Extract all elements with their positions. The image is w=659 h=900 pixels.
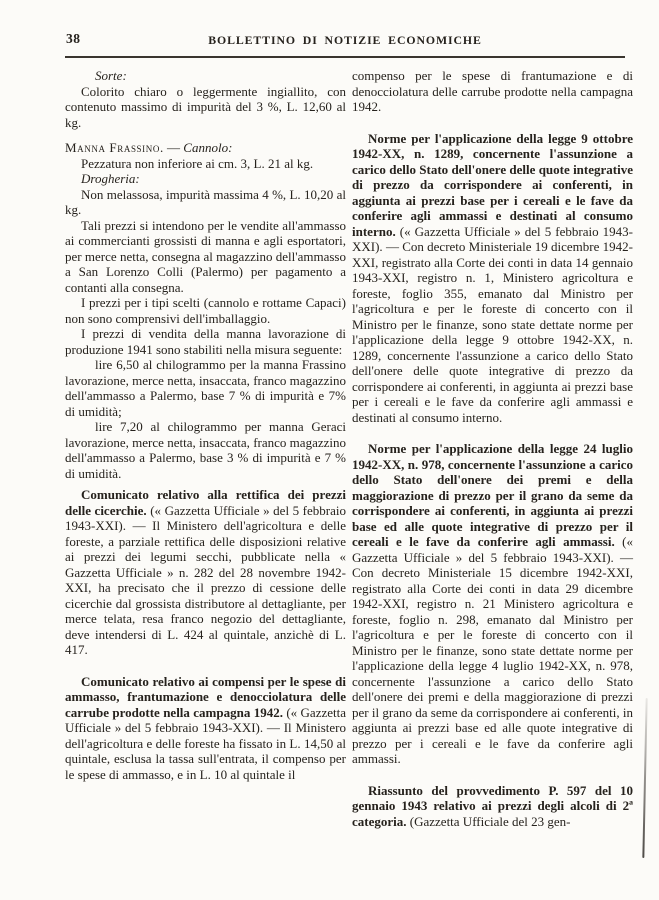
- drogheria-label: Drogheria:: [81, 171, 140, 186]
- drogheria-paragraph: Non melassosa, impurità massima 4 %, L. 10,20 al kg.: [65, 186, 346, 217]
- comunicato-carrube-paragraph: [65, 674, 346, 783]
- right-column: [352, 68, 633, 829]
- comunicato-cicerchie-body: (« Gazzetta Ufficiale » del 5 febbraio 1943-XXI). — Il Ministero dell'agricoltura e delle foreste, a parziale rettifica delle disposizioni relative ai prezzi dei legumi secchi, pubblicate nella « Gazzetta Ufficiale » n. 282 del 28 novembre 1942-XXI, ha precisato che il prezzo di cessione delle cicerchie dal grossista distributore al dettagliante, per merce telata, resa franco negozio del dettagliante, deve intendersi di L. 424 al quintale, anzichè di L. 417.: [65, 502, 346, 657]
- comunicato-carrube-body: (« Gazzetta Ufficiale » del 5 febbraio 1943-XXI). — Il Ministero dell'agricoltura e delle foreste ha fissato in L. 14,50 al quintale, esclusa la tassa sull'entrata, il compenso per le spese di ammasso, e in L. 10 al quintale il: [65, 704, 346, 782]
- norme-legge-9-ottobre-paragraph: [352, 131, 633, 426]
- tali-prezzi-paragraph: Tali prezzi si intendono per le vendite all'ammasso ai commercianti grossisti di manna e agli esportatori, per merce netta, consegna al magazzino dell'ammasso a San Lorenzo Colli (Palermo) per pagamento a contanti alla consegna.: [65, 217, 346, 295]
- sorte-paragraph: Colorito chiaro o leggermente ingiallito, con contenuto massimo di impurità del 3 %, L. 12,60 al kg.: [65, 83, 346, 130]
- norme-24-luglio-body: (« Gazzetta Ufficiale » del 5 febbraio 1943-XXI). — Con decreto Ministeriale 15 dicembre 1942-XXI, registrato alla Corte dei conti in data 29 dicembre 1942-XXI, registro n. 21 Ministero agricoltura e foreste, foglio n. 298, emanato dal Ministro per l'agricoltura e per le foreste di concerto con il Ministro per le finanze, sono state dettate norme per l'applicazione della legge 4 luglio 1942-XX, n. 978, concernente l'assunzione a carico dello Stato dell'onere dei premi e della maggiorazione di prezzi per il grano da seme da corrispondere ai conferenti, in aggiunta ai prezzi base ed alle quote integrative di prezzo per i cereali e le fave da conferire agli ammassi.: [352, 534, 633, 766]
- riassunto-body: (Gazzetta Ufficiale del 23 gen-: [406, 813, 571, 829]
- heading-dash: —: [163, 140, 184, 155]
- sorte-label: Sorte:: [95, 68, 127, 83]
- riassunto-title: Riassunto del provvedimento P. 597 del 10 gennaio 1943 relativo ai prezzi degli alcoli di 2ª categoria.: [352, 782, 633, 829]
- manna-frassino-name: Manna Frassino.: [65, 140, 164, 155]
- journal-title: BOLLETTINO DI NOTIZIE ECONOMICHE: [208, 33, 482, 47]
- header-rule: [65, 56, 625, 58]
- manna-frassino-heading: [65, 140, 346, 156]
- riassunto-provvedimento-paragraph: [352, 783, 633, 830]
- page-number: 38: [66, 31, 81, 46]
- left-column: [65, 68, 346, 782]
- norme-9-ottobre-body: (« Gazzetta Ufficiale » del 5 febbraio 1943-XXI). — Con decreto Ministeriale 19 dicembre 1942-XXI, registrato alla Corte dei conti in data 14 gennaio 1943-XXI, registro n. 1, Ministero agricoltura e foreste, foglio 355, emanato dal Ministro per l'agricoltura e per le foreste di concerto con il Ministro per le finanze, sono state dettate norme per l'applicazione della legge 9 ottobre 1942-XX, n. 1289, concernente l'assunzione a carico dello Stato dell'onere delle quote integrative di prezzo da corrispondere ai conferenti, in aggiunta ai prezzi base per i cereali e le fave da conferire agli ammassi e destinati al consumo interno.: [352, 223, 633, 425]
- prezzi-vendita-paragraph: I prezzi di vendita della manna lavorazione di produzione 1941 sono stabiliti nella misura seguente:: [65, 326, 346, 357]
- norme-9-ottobre-title: Norme per l'applicazione della legge 9 ottobre 1942-XX, n. 1289, concernente l'assunzione a carico dello Stato dell'onere delle quote integrative di prezzo da corrispondere ai conferenti, in aggiunta ai prezzi base per i cereali e le fave da conferire agli ammassi e destinati al consumo interno.: [352, 130, 633, 239]
- norme-legge-24-luglio-paragraph: [352, 441, 633, 767]
- cannolo-label: Cannolo:: [183, 140, 233, 155]
- comunicato-cicerchie-paragraph: [65, 487, 346, 658]
- prezzo-geraci-paragraph: lire 7,20 al chilogrammo per manna Geraci lavorazione, merce netta, insaccata, franco magazzino dell'ammasso a Palermo, base 3 % di impurità e 7 % di umidità.: [65, 419, 346, 481]
- comunicato-carrube-title: Comunicato relativo ai compensi per le spese di ammasso, frantumazione e denocciolatura delle carrube prodotte nella campagna 1942.: [65, 673, 346, 720]
- prezzi-tipi-paragraph: I prezzi per i tipi scelti (cannolo e rottame Capaci) non sono comprensivi dell'imballaggio.: [65, 295, 346, 326]
- scan-artifact-line: [642, 698, 647, 858]
- carrube-continuation-paragraph: compenso per le spese di frantumazione e di denocciolatura delle carrube prodotte nella campagna 1942.: [352, 68, 633, 114]
- comunicato-cicerchie-title: Comunicato relativo alla rettifica dei prezzi delle cicerchie.: [65, 487, 346, 518]
- norme-24-luglio-title: Norme per l'applicazione della legge 24 luglio 1942-XX, n. 978, concernente l'assunzione a carico dello Stato dell'onere dei premi e della maggiorazione di prezzo per il grano da seme da corrispondere ai conferenti, in aggiunta ai prezzi base ed alle quote integrative di prezzo per il cereali e le fave da conferire agli ammassi.: [352, 441, 633, 549]
- prezzo-frassino-paragraph: lire 6,50 al chilogrammo per la manna Frassino lavorazione, merce netta, insaccata, franco magazzino dell'ammasso a Palermo, base 7 % di impurità e 7% di umidità;: [65, 357, 346, 419]
- pezzatura-paragraph: Pezzatura non inferiore ai cm. 3, L. 21 al kg.: [81, 155, 314, 171]
